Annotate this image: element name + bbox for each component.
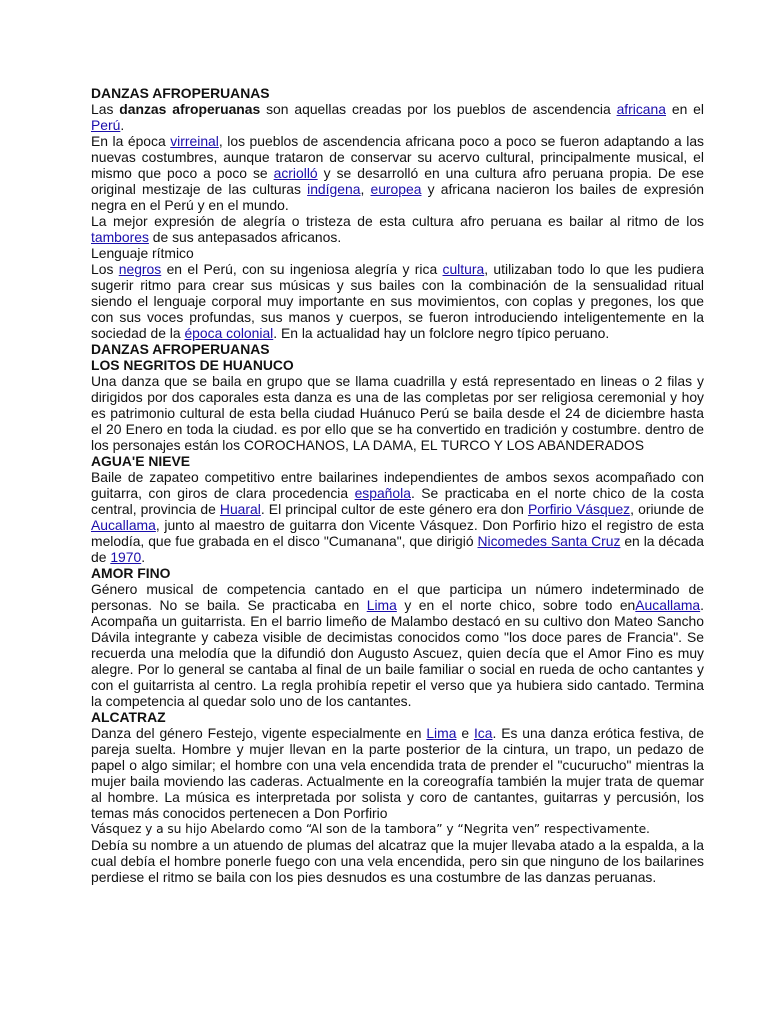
page-title: DANZAS AFROPERUANAS	[91, 85, 270, 101]
link-africana[interactable]: africana	[616, 101, 666, 117]
link-tambores[interactable]: tambores	[91, 229, 149, 245]
link-huaral[interactable]: Huaral	[219, 501, 261, 517]
link-aucallama-2[interactable]: Aucallama	[635, 597, 701, 613]
bold-term: danzas afroperuanas	[119, 101, 261, 117]
link-espanola[interactable]: española	[354, 485, 411, 501]
link-nicomedes[interactable]: Nicomedes Santa Cruz	[477, 533, 621, 549]
link-peru[interactable]: Perú	[91, 117, 121, 133]
intro-paragraph-3: La mejor expresión de alegría o tristeza de esta cultura afro peruana es bailar al ritmo de los tambores de sus antepasados africanos.	[91, 213, 704, 245]
heading-aguanieve: AGUA'E NIEVE	[91, 453, 191, 469]
document-page	[91, 85, 704, 885]
link-europea[interactable]: europea	[370, 181, 422, 197]
amorfino-paragraph: Género musical de competencia cantado en el que participa un número indeterminado de personas. No se baila. Se practicaba en Lima y en el norte chico, sobre todo enAucallama. Acompaña un guitarrista. En el barrio limeño de Malambo destacó en su cultivo don Mateo Sancho Dávila integrante y cabeza visible de decimistas conocidos como "los doce pares de Francia". Se recuerda una melodía que la difundió don Augusto Ascuez, quien decía que el Amor Fino es muy alegre. Por lo general se cantaba al final de un baile familiar o social en rueda de ocho cantantes y con el guitarrista al centro. La regla prohibía repetir el verso que ya hubiera sido cantado. Termina la competencia al quedar solo uno de los cantantes.	[91, 581, 704, 709]
intro-paragraph-1: Las danzas afroperuanas son aquellas creadas por los pueblos de ascendencia africana en el Perú.	[91, 101, 704, 133]
link-lima-2[interactable]: Lima	[426, 725, 457, 741]
link-indigena[interactable]: indígena	[307, 181, 361, 197]
link-virreinal[interactable]: virreinal	[170, 133, 219, 149]
link-acriollo[interactable]: acriolló	[273, 165, 318, 181]
alcatraz-paragraph: Danza del género Festejo, vigente especialmente en Lima e Ica. Es una danza erótica festiva, de pareja suelta. Hombre y mujer llevan en la parte posterior de la cintura, un trapo, un pedazo de papel o algo similar; el hombre con una vela encendida trata de prender el "cucurucho" mientras la mujer baila moviendo las caderas. Actualmente en la coreografía también la mujer trata de quemar al hombre. La música es interpretada por solista y coro de cantantes, guitarras y percusión, los temas más conocidos pertenecen a Don Porfirio	[91, 725, 704, 821]
heading-alcatraz: ALCATRAZ	[91, 709, 166, 725]
link-cultura[interactable]: cultura	[442, 261, 485, 277]
section-heading-lenguaje: Lenguaje rítmico	[91, 245, 194, 261]
heading-negritos: LOS NEGRITOS DE HUANUCO	[91, 357, 294, 373]
intro-paragraph-2: En la época virreinal, los pueblos de ascendencia africana poco a poco se fueron adaptando a las nuevas costumbres, aunque trataron de conservar su acervo cultural, principalmente musical, el mismo que poco a poco se acriolló y se desarrolló en una cultura afro peruana propia. De ese original mestizaje de las culturas indígena, europea y africana nacieron los bailes de expresión negra en el Perú y en el mundo.	[91, 133, 705, 213]
link-lima[interactable]: Lima	[366, 597, 397, 613]
link-ica[interactable]: Ica	[473, 725, 493, 741]
alcatraz-alt-line: Vásquez y a su hijo Abelardo como “Al son de la tambora” y “Negrita ven” respectivamente.	[91, 822, 650, 836]
negritos-paragraph: Una danza que se baila en grupo que se llama cuadrilla y está representado en lineas o 2 filas y dirigidos por dos caporales esta danza es una de las completas por ser religiosa ceremonial y hoy es patrimonio cultural de esta bella ciudad Huánuco Perú se baila desde el 24 de diciembre hasta el 20 Enero en toda la ciudad. es por ello que se ha convertido en tradición y costumbre. dentro de los personajes están los COROCHANOS, LA DAMA, EL TURCO Y LOS ABANDERADOS	[91, 373, 704, 453]
lenguaje-paragraph: Los negros en el Perú, con su ingeniosa alegría y rica cultura, utilizaban todo lo que les pudiera sugerir ritmo para crear sus músicas y sus bailes con la combinación de la sensualidad ritual siendo el lenguaje corporal muy importante en sus movimientos, con coplas y pregones, los que con sus voces profundas, sus manos y cuerpos, se fueron introduciendo inteligentemente en la sociedad de la época colonial. En la actualidad hay un folclore negro típico peruano.	[91, 261, 704, 341]
link-porfirio-vasquez[interactable]: Porfirio Vásquez	[527, 501, 631, 517]
link-negros[interactable]: negros	[118, 261, 162, 277]
link-1970[interactable]: 1970	[110, 549, 142, 565]
link-epoca-colonial[interactable]: época colonial	[184, 325, 274, 341]
aguanieve-paragraph: Baile de zapateo competitivo entre bailarines independientes de ambos sexos acompañado con guitarra, con giros de clara procedencia española. Se practicaba en el norte chico de la costa central, provincia de Huaral. El principal cultor de este género era don Porfirio Vásquez, oriunde de Aucallama, junto al maestro de guitarra don Vicente Vásquez. Don Porfirio hizo el registro de esta melodía, que fue grabada en el disco "Cumanana", que dirigió Nicomedes Santa Cruz en la década de 1970.	[91, 469, 704, 565]
link-aucallama[interactable]: Aucallama	[91, 517, 156, 533]
section-title-2: DANZAS AFROPERUANAS	[91, 341, 270, 357]
alcatraz-paragraph-2: Debía su nombre a un atuendo de plumas del alcatraz que la mujer llevaba atado a la espalda, a la cual debía el hombre ponerle fuego con una vela encendida, pero sin que ninguno de los bailarines perdiese el ritmo se baila con los pies desnudos es una costumbre de las danzas peruanas.	[91, 837, 704, 885]
heading-amorfino: AMOR FINO	[91, 565, 171, 581]
